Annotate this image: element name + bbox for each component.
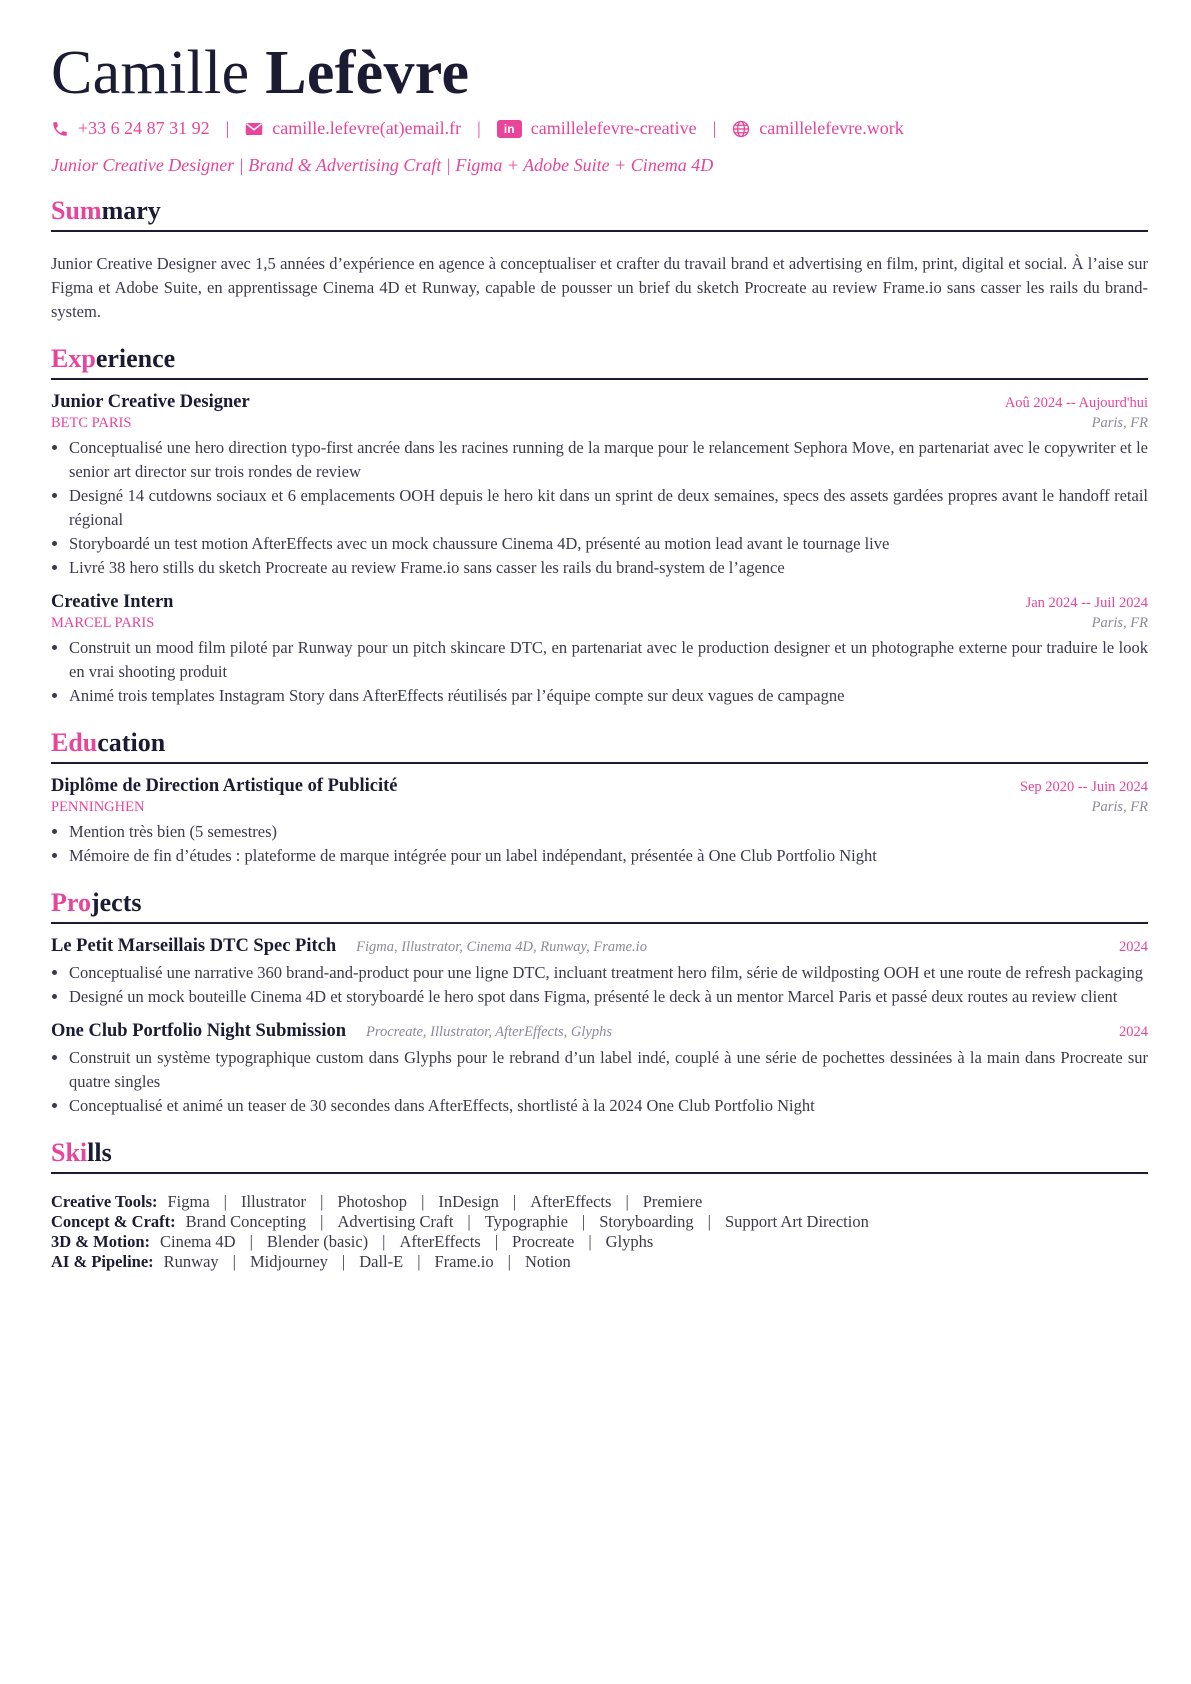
section-title-experience: Experience (51, 342, 1148, 380)
skill-item: Figma (167, 1192, 210, 1211)
project-date: 2024 (1119, 1024, 1148, 1040)
job-location: Paris, FR (1091, 415, 1148, 431)
skill-item: Runway (163, 1252, 219, 1271)
skill-item: Storyboarding (599, 1212, 694, 1231)
skill-item: Brand Concepting (185, 1212, 307, 1231)
list-item: • Designé un mock bouteille Cinema 4D et storyboardé le hero spot dans Figma, présenté le deck à un mentor Marcel Paris et passé deux routes au review client (69, 985, 1148, 1009)
skill-category: 3D & Motion: (51, 1232, 150, 1251)
experience-entry (51, 392, 1148, 580)
bullet-list (51, 636, 1148, 708)
list-item: • Construit un système typographique custom dans Glyphs pour le rebrand d’un label indé, couplé à une série de pochettes dessinées à la main dans Procreate sur quatre singles (69, 1046, 1148, 1094)
skill-item: Midjourney (249, 1252, 328, 1271)
contact-bar (51, 118, 1148, 139)
skill-row: Creative Tools: Figma | Illustrator | Photoshop | InDesign | AfterEffects | Premiere (51, 1192, 703, 1211)
skill-item: Typographie (484, 1212, 568, 1231)
project-tech: Procreate, Illustrator, AfterEffects, Glyphs (366, 1024, 612, 1040)
education-entry (51, 776, 1148, 868)
skill-item: Photoshop (337, 1192, 408, 1211)
contact-website[interactable] (732, 118, 903, 139)
employer: MARCEL PARIS (51, 615, 155, 631)
job-title: Creative Intern (51, 592, 174, 612)
list-item: • Storyboardé un test motion AfterEffects avec un mock chaussure Cinema 4D, présenté au motion lead avant le tournage live (69, 532, 1148, 556)
list-item: • Conceptualisé et animé un teaser de 30 secondes dans AfterEffects, shortlisté à la 2024 One Club Portfolio Night (69, 1094, 1148, 1118)
skill-category: Creative Tools: (51, 1192, 158, 1211)
job-location: Paris, FR (1091, 615, 1148, 631)
contact-phone[interactable] (51, 118, 210, 139)
job-dates: Aoû 2024 -- Aujourd'hui (1004, 395, 1148, 411)
linkedin-text: camillelefevre-creative (530, 118, 697, 138)
phone-icon (51, 120, 69, 138)
project-name: One Club Portfolio Night Submission (51, 1021, 347, 1041)
linkedin-icon: in (497, 120, 522, 138)
contact-separator: | (225, 118, 230, 138)
skill-category: Concept & Craft: (51, 1212, 176, 1231)
list-item: • Mention très bien (5 semestres) (69, 820, 1148, 844)
skill-row: AI & Pipeline: Runway | Midjourney | Dall-E | Frame.io | Notion (51, 1252, 571, 1271)
project-entry (51, 936, 1148, 1009)
education-dates: Sep 2020 -- Juin 2024 (1019, 779, 1148, 795)
contact-linkedin[interactable] (497, 118, 697, 139)
experience-entry (51, 592, 1148, 708)
bullet-list (51, 436, 1148, 580)
degree-title: Diplôme de Direction Artistique of Publicité (51, 776, 398, 796)
summary-section (51, 194, 1148, 324)
email-text: camille.lefevre(at)email.fr (272, 118, 462, 138)
project-date: 2024 (1119, 939, 1148, 955)
section-title-summary: Summary (51, 194, 1148, 232)
skill-item: AfterEffects (399, 1232, 481, 1251)
list-item: • Conceptualisé une narrative 360 brand-and-product pour une ligne DTC, incluant treatment hero film, série de wildposting OOH et une route de refresh packaging (69, 961, 1148, 985)
project-entry (51, 1021, 1148, 1118)
projects-section (51, 886, 1148, 1118)
skills-section (51, 1136, 1148, 1272)
globe-icon (732, 120, 750, 138)
school: PENNINGHEN (51, 799, 145, 815)
skill-item: Premiere (642, 1192, 703, 1211)
list-item: • Mémoire de fin d’études : plateforme de marque intégrée pour un label indépendant, présentée à One Club Portfolio Night (69, 844, 1148, 868)
skill-row: 3D & Motion: Cinema 4D | Blender (basic) | AfterEffects | Procreate | Glyphs (51, 1232, 654, 1251)
skill-item: Glyphs (605, 1232, 654, 1251)
last-name: Lefèvre (265, 39, 470, 107)
skill-category: AI & Pipeline: (51, 1252, 154, 1271)
employer: BETC PARIS (51, 415, 132, 431)
skill-item: Support Art Direction (724, 1212, 869, 1231)
skill-item: AfterEffects (530, 1192, 612, 1211)
skill-row: Concept & Craft: Brand Concepting | Advertising Craft | Typographie | Storyboarding | Support Art Direction (51, 1212, 869, 1231)
skills-list (51, 1192, 1148, 1272)
skill-item: Advertising Craft (337, 1212, 454, 1231)
job-dates: Jan 2024 -- Juil 2024 (1025, 595, 1148, 611)
project-tech: Figma, Illustrator, Cinema 4D, Runway, Frame.io (356, 939, 647, 955)
skill-item: Blender (basic) (266, 1232, 369, 1251)
skill-item: Illustrator (240, 1192, 307, 1211)
first-name: Camille (51, 39, 250, 107)
skill-item: Procreate (512, 1232, 575, 1251)
envelope-icon (245, 120, 263, 138)
list-item: • Livré 38 hero stills du sketch Procreate au review Frame.io sans casser les rails du brand-system de l’agence (69, 556, 1148, 580)
bullet-list (51, 820, 1148, 868)
education-section (51, 726, 1148, 868)
contact-email[interactable] (245, 118, 461, 139)
bullet-list (51, 961, 1148, 1009)
candidate-name (51, 36, 1148, 110)
section-title-education: Education (51, 726, 1148, 764)
tagline: Junior Creative Designer | Brand & Advertising Craft | Figma + Adobe Suite + Cinema 4D (51, 155, 714, 175)
section-title-projects: Projects (51, 886, 1148, 924)
phone-text: +33 6 24 87 31 92 (78, 118, 210, 138)
list-item: • Conceptualisé une hero direction typo-first ancrée dans les racines running de la marque pour le relancement Sephora Move, en partenariat avec le copywriter et le senior art director sur trois rondes de review (69, 436, 1148, 484)
list-item: • Construit un mood film piloté par Runway pour un pitch skincare DTC, en partenariat avec le production designer et un photographe externe pour traduire le look en vrai shooting produit (69, 636, 1148, 684)
skill-item: Dall-E (359, 1252, 404, 1271)
summary-text: Junior Creative Designer avec 1,5 années d’expérience en agence à conceptualiser et crafter du travail brand et advertising en film, print, digital et social. À l’aise sur Figma et Adobe Suite, en apprentissage Cinema 4D et Runway, capable de pousser un brief du sketch Procreate au review Frame.io sans casser les rails du brand-system. (51, 254, 1148, 321)
list-item: • Designé 14 cutdowns sociaux et 6 emplacements OOH depuis le hero kit dans un sprint de deux semaines, specs des assets gardées propres avant le handoff retail régional (69, 484, 1148, 532)
contact-separator: | (477, 118, 481, 138)
bullet-list (51, 1046, 1148, 1118)
experience-section (51, 342, 1148, 708)
job-title: Junior Creative Designer (51, 392, 250, 412)
project-name: Le Petit Marseillais DTC Spec Pitch (51, 936, 337, 956)
skill-item: InDesign (438, 1192, 499, 1211)
skill-item: Notion (524, 1252, 571, 1271)
list-item: • Animé trois templates Instagram Story dans AfterEffects réutilisés par l’équipe compte sur deux vagues de campagne (69, 684, 1148, 708)
contact-separator: | (712, 118, 717, 138)
skill-item: Cinema 4D (159, 1232, 236, 1251)
school-location: Paris, FR (1091, 799, 1148, 815)
section-title-skills: Skills (51, 1136, 1148, 1174)
website-text: camillelefevre.work (759, 118, 904, 138)
skill-item: Frame.io (434, 1252, 494, 1271)
